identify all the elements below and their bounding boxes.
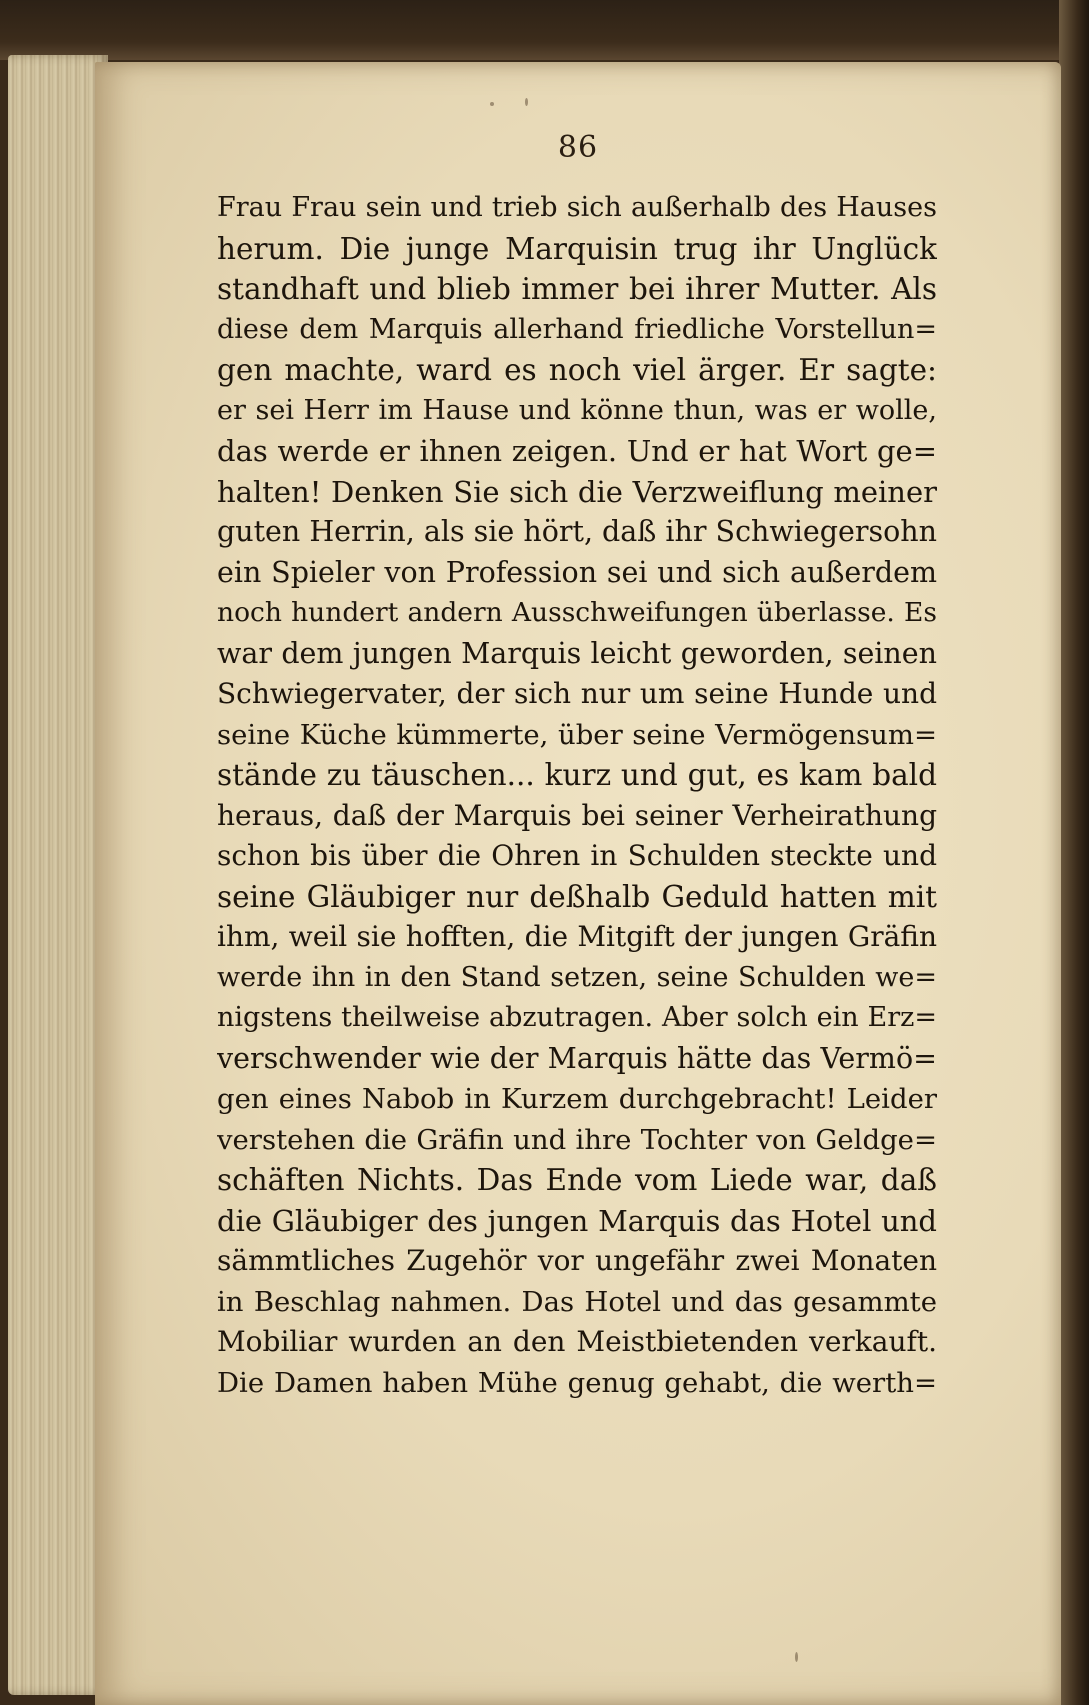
text-line: halten! Denken Sie sich die Verzweiflung meiner [217,474,937,509]
book-cover-edge [1059,0,1089,1705]
text-line: nigstens theilweise abzutragen. Aber solch ein Erz= [217,1002,937,1033]
text-line: verschwender wie der Marquis hätte das Vermö= [217,1041,937,1075]
text-line: standhaft und blieb immer bei ihrer Mutter. Als [217,272,937,306]
text-line: in Beschlag nahmen. Das Hotel und das gesammte [217,1285,937,1318]
page-stack-edge [8,55,108,1695]
text-line: die Gläubiger des jungen Marquis das Hotel und [217,1203,937,1238]
text-line: guten Herrin, als sie hört, daß ihr Schwiegersohn [217,515,937,548]
text-line: Schwiegervater, der sich nur um seine Hunde und [217,677,937,710]
text-line: verstehen die Gräfin und ihre Tochter von Geldge= [217,1123,937,1156]
text-line: stände zu täuschen... kurz und gut, es kam bald [217,758,937,792]
text-line: er sei Herr im Hause und könne thun, was er wolle, [217,394,937,426]
paper-speck [525,98,528,106]
text-line: Mobiliar wurden an den Meistbietenden verkauft. [217,1325,937,1358]
book-page [95,62,1061,1705]
paper-speck [795,1652,798,1662]
text-line: war dem jungen Marquis leicht geworden, seinen [217,636,937,670]
text-line: ein Spieler von Profession sei und sich außerdem [217,555,937,589]
text-line: noch hundert andern Ausschweifungen überlasse. Es [217,597,937,628]
text-line: Die Damen haben Mühe genug gehabt, die werth= [217,1366,937,1399]
text-line: schon bis über die Ohren in Schulden steckte und [217,839,937,872]
paper-speck [490,102,494,106]
text-line: herum. Die junge Marquisin trug ihr Unglück [217,231,937,266]
text-line: werde ihn in den Stand setzen, seine Schulden we= [217,961,937,993]
text-line: Frau Frau sein und trieb sich außerhalb des Hauses [217,192,937,223]
text-line: sämmtliches Zugehör vor ungefähr zwei Monaten [217,1244,937,1277]
text-line: schäften Nichts. Das Ende vom Liede war, daß [217,1163,937,1197]
text-line: diese dem Marquis allerhand friedliche Vorstellun= [217,313,937,345]
body-text [217,188,937,1403]
text-line: heraus, daß der Marquis bei seiner Verheirathung [217,798,937,832]
text-line: das werde er ihnen zeigen. Und er hat Wort ge= [217,434,937,468]
text-line: gen machte, ward es noch viel ärger. Er sagte: [217,353,937,387]
text-line: gen eines Nabob in Kurzem durchgebracht! Leider [217,1083,937,1115]
book-binding-top [0,0,1089,60]
text-line: ihm, weil sie hofften, die Mitgift der jungen Gräfin [217,920,937,953]
page-number: 86 [557,130,599,165]
text-line: seine Küche kümmerte, über seine Vermögensum= [217,718,937,751]
text-line: seine Gläubiger nur deßhalb Geduld hatten mit [217,879,937,914]
